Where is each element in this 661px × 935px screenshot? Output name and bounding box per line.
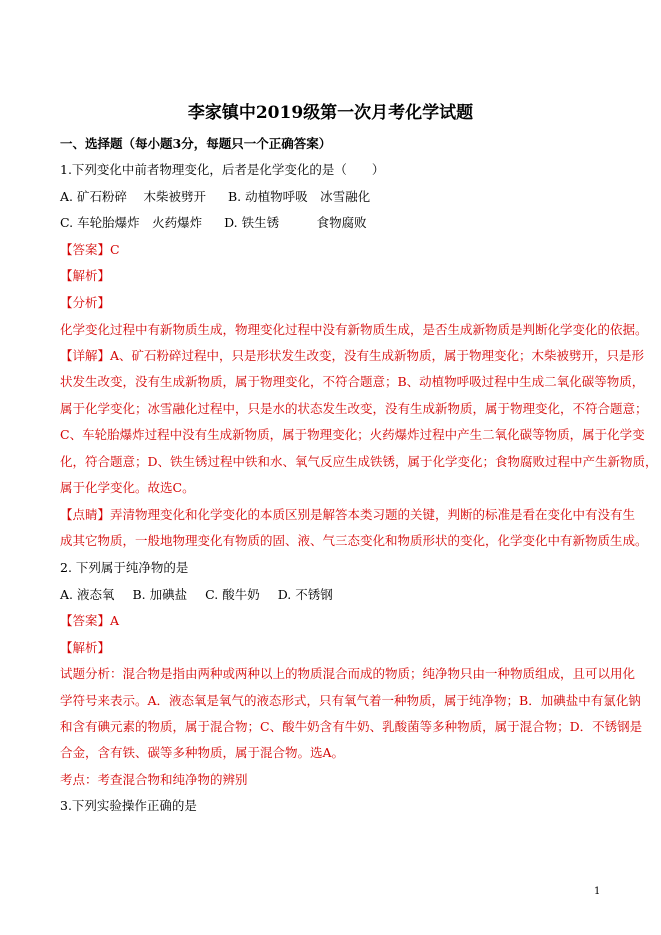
section-heading: 一、选择题（每小题3分，每题只一个正确答案）	[60, 136, 332, 151]
question-1-stem: 1.下列变化中前者物理变化，后者是化学变化的是（ ）	[60, 162, 385, 177]
question-2-options	[60, 587, 333, 603]
detail-line: 属于化学变化。故选C。	[60, 480, 195, 495]
analysis-line: 学符号来表示。A．液态氧是氧气的液态形式，只有氧气着一种物质，属于纯净物；B．加碘盐中有氯化钠	[60, 693, 641, 708]
option-c: C. 车轮胎爆炸 火药爆炸	[60, 215, 203, 230]
answer-2: 【答案】A	[60, 613, 120, 628]
analysis-line: 试题分析：混合物是指由两种或两种以上的物质混合而成的物质；纯净物只由一种物质组成，且可以用化	[60, 666, 636, 681]
option-d: D. 铁生锈 食物腐败	[224, 215, 367, 230]
detail-line: 属于化学变化；冰雪融化过程中，只是水的状态发生改变，没有生成新物质，属于物理变化，不符合题意；	[60, 401, 648, 416]
option-d: D. 不锈钢	[277, 587, 333, 602]
option-a: A. 液态氧	[60, 587, 115, 602]
page-title: 李家镇中2019级第一次月考化学试题	[187, 103, 474, 123]
kaodian: 考点：考查混合物和纯净物的辨别	[60, 772, 248, 787]
analysis-line: 合金，含有铁、碳等多种物质，属于混合物。选A。	[60, 745, 345, 760]
option-b: B. 动植物呼吸 冰雪融化	[227, 189, 371, 204]
question-2-stem: 2. 下列属于纯净物的是	[60, 560, 189, 575]
detail-line: 【详解】A、矿石粉碎过程中，只是形状发生改变，没有生成新物质，属于物理变化；木柴被劈开，只是形	[60, 348, 645, 363]
tips-line: 成其它物质，一般地物理变化有物质的固、液、气三态变化和物质形状的变化，化学变化中有新物质生成。	[60, 533, 648, 548]
tips-line: 【点睛】弄清物理变化和化学变化的本质区别是解答本类习题的关键，判断的标准是看在变化中有没有生	[60, 507, 636, 522]
option-b: B. 加碘盐	[132, 587, 188, 602]
option-c: C. 酸牛奶	[205, 587, 260, 602]
analysis-label-1: 【解析】	[60, 268, 111, 283]
analysis-label-2: 【解析】	[60, 640, 111, 655]
option-a: A. 矿石粉碎 木柴被劈开	[60, 189, 206, 204]
question-1-options-ab	[60, 189, 370, 205]
fenxi-text: 化学变化过程中有新物质生成，物理变化过程中没有新物质生成，是否生成新物质是判断化学变化的依据。	[60, 322, 648, 337]
detail-line: C、车轮胎爆炸过程中没有生成新物质，属于物理变化；火药爆炸过程中产生二氧化碳等物质，属于化学变	[60, 427, 645, 442]
answer-1: 【答案】C	[60, 242, 120, 257]
page-number: 1	[594, 886, 601, 897]
analysis-line: 和含有碘元素的物质，属于混合物；C、酸牛奶含有牛奶、乳酸菌等多种物质，属于混合物；D．不锈钢是	[60, 719, 643, 734]
detail-line: 化，符合题意；D、铁生锈过程中铁和水、氧气反应生成铁锈，属于化学变化；食物腐败过程中产生新物质，	[60, 454, 658, 469]
question-1-options-cd	[60, 215, 367, 231]
fenxi-label: 【分析】	[60, 295, 111, 310]
question-3-stem: 3.下列实验操作正确的是	[60, 798, 197, 813]
detail-line: 状发生改变，没有生成新物质，属于物理变化，不符合题意；B、动植物呼吸过程中生成二氧化碳等物质，	[60, 374, 645, 389]
